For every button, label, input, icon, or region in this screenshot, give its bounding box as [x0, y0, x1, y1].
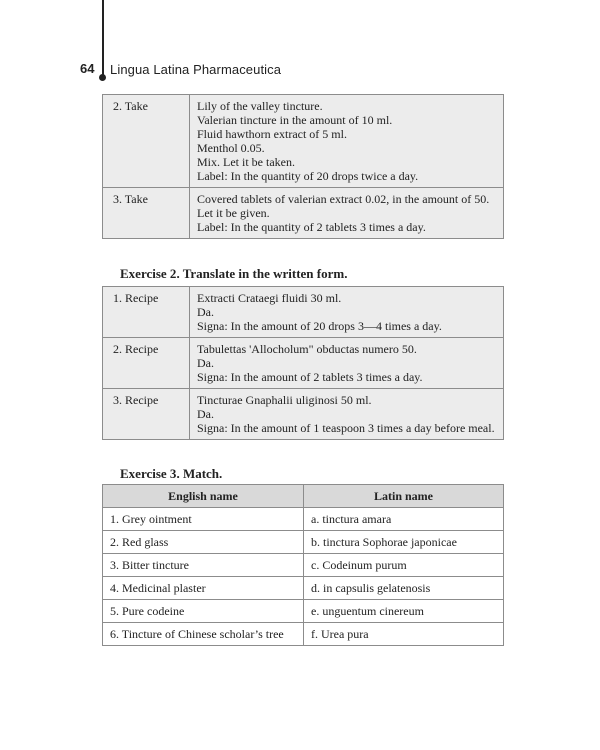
table-row: [103, 338, 504, 389]
recipe-label: 2. Take: [103, 95, 190, 188]
english-name: 4. Medicinal plaster: [103, 577, 304, 600]
latin-name: a. tinctura amara: [304, 508, 504, 531]
exercise-3-heading: Exercise 3. Match.: [120, 466, 223, 481]
recipe-text: Tabulettas 'Allocholum" obductas numero 50. Da. Signa: In the amount of 2 tablets 3 times a day.: [190, 338, 504, 389]
margin-rule-dot: [99, 74, 106, 81]
recipe-text: Tincturae Gnaphalii uliginosi 50 ml. Da. Signa: In the amount of 1 teaspoon 3 times a day before meal.: [190, 389, 504, 440]
prescription-table-continued: [102, 94, 504, 239]
page-number: 64: [80, 61, 95, 76]
column-header-english: English name: [103, 485, 304, 508]
english-name: 2. Red glass: [103, 531, 304, 554]
table-row: [103, 508, 504, 531]
exercise-2-table: [102, 286, 504, 440]
table-row: [103, 188, 504, 239]
english-name: 5. Pure codeine: [103, 600, 304, 623]
exercise-2-heading: Exercise 2. Translate in the written form.: [120, 266, 348, 281]
margin-rule: [102, 0, 104, 76]
latin-name: c. Codeinum purum: [304, 554, 504, 577]
latin-name: f. Urea pura: [304, 623, 504, 646]
recipe-text: Extracti Crataegi fluidi 30 ml. Da. Signa: In the amount of 20 drops 3—4 times a day.: [190, 287, 504, 338]
english-name: 6. Tincture of Chinese scholar’s tree: [103, 623, 304, 646]
recipe-text: Lily of the valley tincture. Valerian tincture in the amount of 10 ml. Fluid hawthorn extract of 5 ml. Menthol 0.05. Mix. Let it be taken. Label: In the quantity of 20 drops twice a day.: [190, 95, 504, 188]
table-row: [103, 287, 504, 338]
latin-name: d. in capsulis gelatenosis: [304, 577, 504, 600]
table-row: [103, 531, 504, 554]
running-title: Lingua Latina Pharmaceutica: [110, 62, 282, 77]
english-name: 1. Grey ointment: [103, 508, 304, 531]
recipe-label: 3. Recipe: [103, 389, 190, 440]
latin-name: b. tinctura Sophorae japonicae: [304, 531, 504, 554]
recipe-label: 2. Recipe: [103, 338, 190, 389]
table-row: [103, 600, 504, 623]
recipe-label: 3. Take: [103, 188, 190, 239]
table-row: [103, 95, 504, 188]
table-row: [103, 554, 504, 577]
column-header-latin: Latin name: [304, 485, 504, 508]
latin-name: e. unguentum cinereum: [304, 600, 504, 623]
table-row: [103, 577, 504, 600]
table-row: [103, 623, 504, 646]
recipe-text: Covered tablets of valerian extract 0.02, in the amount of 50. Let it be given. Label: In the quantity of 2 tablets 3 times a day.: [190, 188, 504, 239]
table-header-row: [103, 485, 504, 508]
recipe-label: 1. Recipe: [103, 287, 190, 338]
exercise-3-match-table: [102, 484, 504, 646]
table-row: [103, 389, 504, 440]
english-name: 3. Bitter tincture: [103, 554, 304, 577]
